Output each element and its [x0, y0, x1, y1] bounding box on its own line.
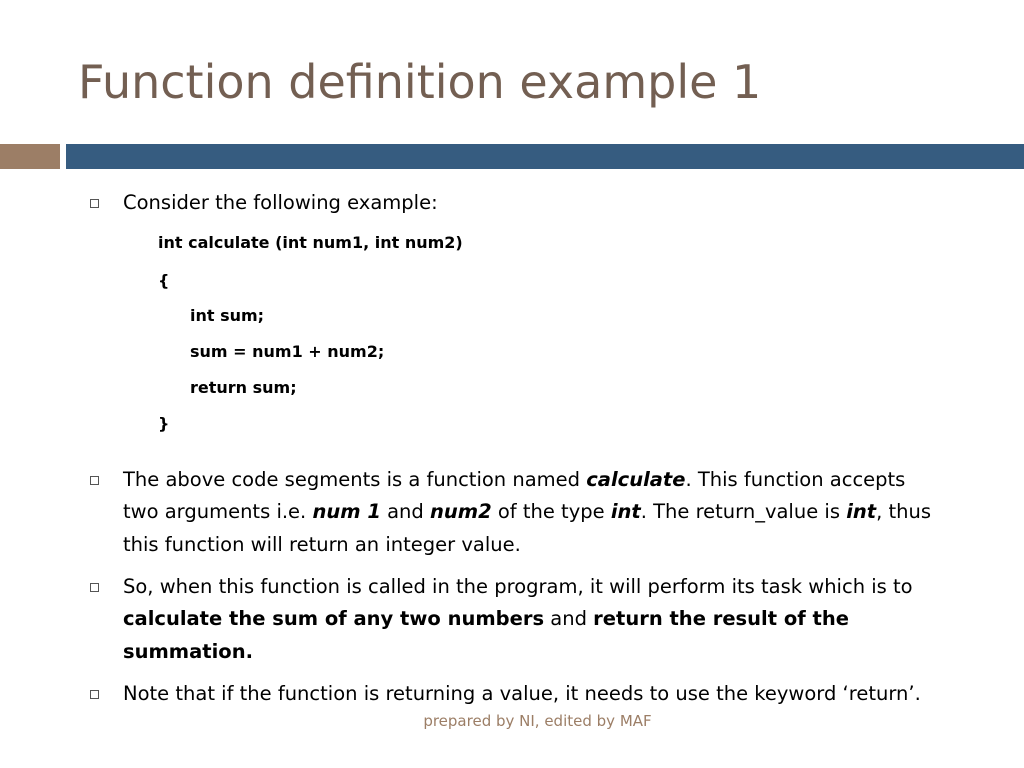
- bullet-square-icon: [90, 690, 99, 699]
- bullet-1-text: Consider the following example:: [123, 191, 438, 214]
- title-accent-bar-left: [0, 144, 60, 169]
- code-line-close-brace: }: [158, 414, 170, 433]
- bullet-4-text: Note that if the function is returning a value, it needs to use the keyword ‘return’.: [123, 682, 921, 705]
- emphasis-calculate-sum: calculate the sum of any two numbers: [123, 607, 545, 630]
- code-line-signature: int calculate (int num1, int num2): [158, 233, 463, 252]
- code-line-assignment: sum = num1 + num2;: [190, 342, 385, 361]
- slide-footer: prepared by NI, edited by MAF: [423, 712, 652, 730]
- slide-title: Function definition example 1: [78, 55, 762, 109]
- bullet-3-line-3: summation.: [123, 640, 253, 663]
- title-accent-bar-right: [66, 144, 1024, 169]
- bullet-2-line-1: The above code segments is a function named calculate. This function accepts: [123, 468, 906, 491]
- return-type-int: int: [846, 500, 877, 523]
- bullet-2-line-2: two arguments i.e. num 1 and num2 of the type int. The return_value is int, thus: [123, 500, 931, 523]
- bullet-3-line-2: calculate the sum of any two numbers and return the result of the: [123, 607, 849, 630]
- code-line-return: return sum;: [190, 378, 297, 397]
- argument-num1: num 1: [312, 500, 381, 523]
- bullet-square-icon: [90, 583, 99, 592]
- argument-num2: num2: [430, 500, 492, 523]
- emphasis-return-result: return the result of the: [593, 607, 849, 630]
- code-line-open-brace: {: [158, 271, 170, 290]
- bullet-2-line-3: this function will return an integer value.: [123, 533, 521, 556]
- function-name-calculate: calculate: [586, 468, 686, 491]
- bullet-square-icon: [90, 476, 99, 485]
- bullet-square-icon: [90, 199, 99, 208]
- bullet-3-line-1: So, when this function is called in the program, it will perform its task which is to: [123, 575, 913, 598]
- type-int: int: [610, 500, 641, 523]
- code-line-declaration: int sum;: [190, 306, 265, 325]
